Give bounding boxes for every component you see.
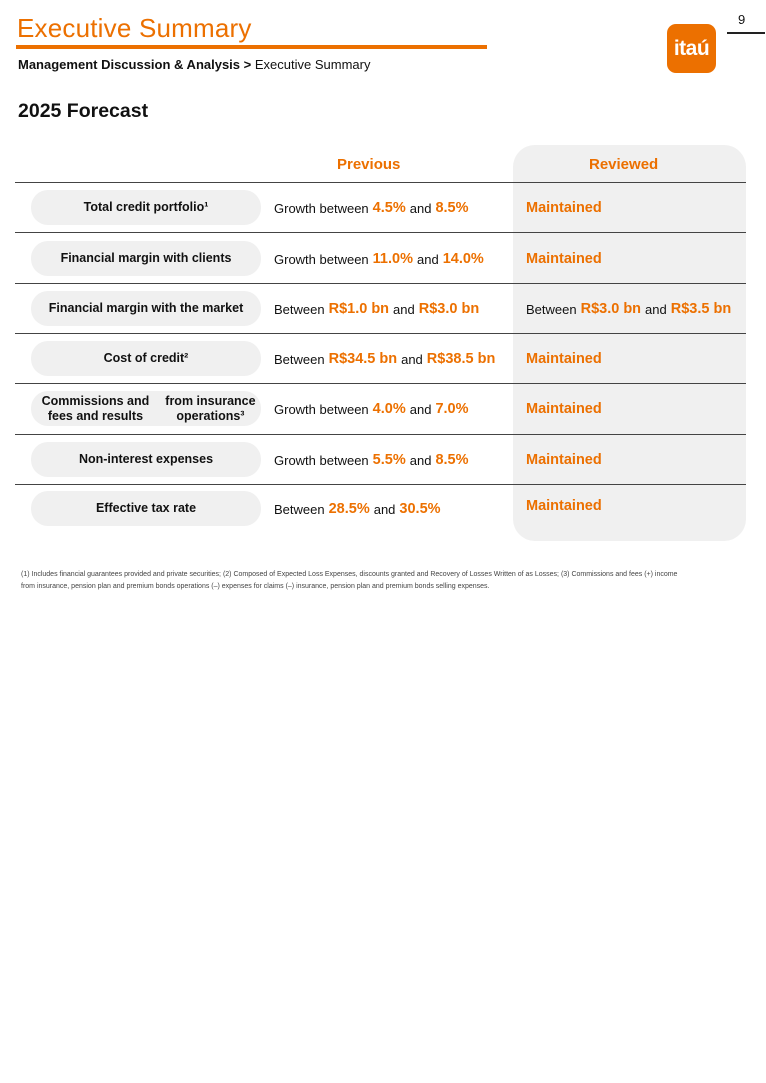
reviewed-status: Maintained	[526, 351, 602, 367]
reviewed-status: Maintained	[526, 452, 602, 468]
table-row	[0, 234, 766, 284]
prev-high: 30.5%	[399, 501, 441, 517]
previous-value	[274, 334, 495, 384]
prev-low: 28.5%	[328, 501, 370, 517]
previous-value	[274, 284, 479, 334]
reviewed-value	[526, 234, 602, 284]
breadcrumb-section: Management Discussion & Analysis	[18, 57, 241, 72]
prev-prefix: Between	[274, 351, 325, 367]
reviewed-status: Maintained	[526, 498, 602, 514]
table-row	[0, 284, 766, 334]
row-label: Cost of credit²	[31, 341, 261, 376]
previous-value	[274, 384, 469, 434]
prev-and: and	[409, 452, 432, 468]
reviewed-status: Maintained	[526, 200, 602, 216]
prev-low: R$1.0 bn	[328, 301, 390, 317]
rev-low: R$3.0 bn	[580, 301, 642, 317]
table-row	[0, 384, 766, 434]
reviewed-value	[526, 284, 731, 334]
row-label: Total credit portfolio¹	[31, 190, 261, 225]
row-label-line2: from insurance operations³	[165, 393, 256, 423]
prev-prefix: Between	[274, 301, 325, 317]
prev-low: 4.5%	[372, 200, 406, 216]
prev-and: and	[393, 301, 415, 317]
table-row	[0, 334, 766, 384]
prev-prefix: Growth between	[274, 401, 369, 417]
previous-value	[274, 234, 484, 284]
reviewed-value	[526, 334, 602, 384]
row-label: Financial margin with clients	[31, 241, 261, 276]
prev-and: and	[417, 251, 439, 267]
header-reviewed: Reviewed	[589, 156, 659, 173]
logo-text: itaú	[673, 36, 710, 60]
row-label	[31, 391, 261, 426]
prev-high: 7.0%	[435, 401, 469, 417]
prev-low: 5.5%	[372, 452, 406, 468]
reviewed-status: Maintained	[526, 251, 602, 267]
prev-and: and	[409, 401, 432, 417]
rev-and: and	[645, 301, 667, 317]
prev-and: and	[373, 501, 396, 517]
prev-and: and	[401, 351, 423, 367]
rev-prefix: Between	[526, 301, 577, 317]
row-label: Effective tax rate	[31, 491, 261, 526]
prev-high: R$3.0 bn	[418, 301, 480, 317]
row-label: Non-interest expenses	[31, 442, 261, 477]
breadcrumb-current: Executive Summary	[254, 57, 371, 72]
reviewed-value	[526, 435, 602, 485]
prev-high: 8.5%	[435, 452, 469, 468]
reviewed-value	[526, 384, 602, 434]
prev-prefix: Growth between	[274, 200, 369, 216]
previous-value	[274, 435, 469, 485]
page-number: 9	[738, 12, 746, 27]
breadcrumb-separator: >	[243, 57, 252, 72]
itau-logo	[667, 24, 716, 73]
page-number-underline	[727, 32, 765, 34]
table-row	[0, 484, 766, 534]
prev-prefix: Growth between	[274, 452, 369, 468]
prev-high: R$38.5 bn	[426, 351, 496, 367]
row-label: Financial margin with the market	[31, 291, 261, 326]
reviewed-status: Maintained	[526, 401, 602, 417]
previous-value	[274, 484, 441, 534]
page-title: Executive Summary	[17, 13, 252, 43]
reviewed-value	[526, 484, 602, 528]
prev-low: 11.0%	[372, 251, 413, 267]
prev-prefix: Growth between	[274, 251, 369, 267]
prev-and: and	[409, 200, 432, 216]
previous-value	[274, 183, 469, 233]
prev-high: 14.0%	[442, 251, 484, 267]
row-label-line1: Commissions and fees and results	[41, 393, 150, 423]
reviewed-value	[526, 183, 602, 233]
prev-low: R$34.5 bn	[328, 351, 398, 367]
footnote: (1) Includes financial guarantees provided and private securities; (2) Composed of Expected Loss Expenses, discounts granted and Recovery of Losses Written of as Losses; (3) Commissions and fees (+) income from insurance, pension plan and premium bonds operations (–) expenses for claims (–) insurance, pension plan and premium bonds selling expenses.	[21, 571, 678, 590]
prev-prefix: Between	[274, 501, 325, 517]
section-title: 2025 Forecast	[18, 100, 149, 122]
header-previous: Previous	[337, 156, 401, 173]
breadcrumb	[18, 57, 370, 72]
prev-low: 4.0%	[372, 401, 406, 417]
title-underline	[16, 45, 487, 49]
rev-high: R$3.5 bn	[670, 301, 732, 317]
table-row	[0, 183, 766, 233]
prev-high: 8.5%	[435, 200, 469, 216]
table-row	[0, 435, 766, 485]
